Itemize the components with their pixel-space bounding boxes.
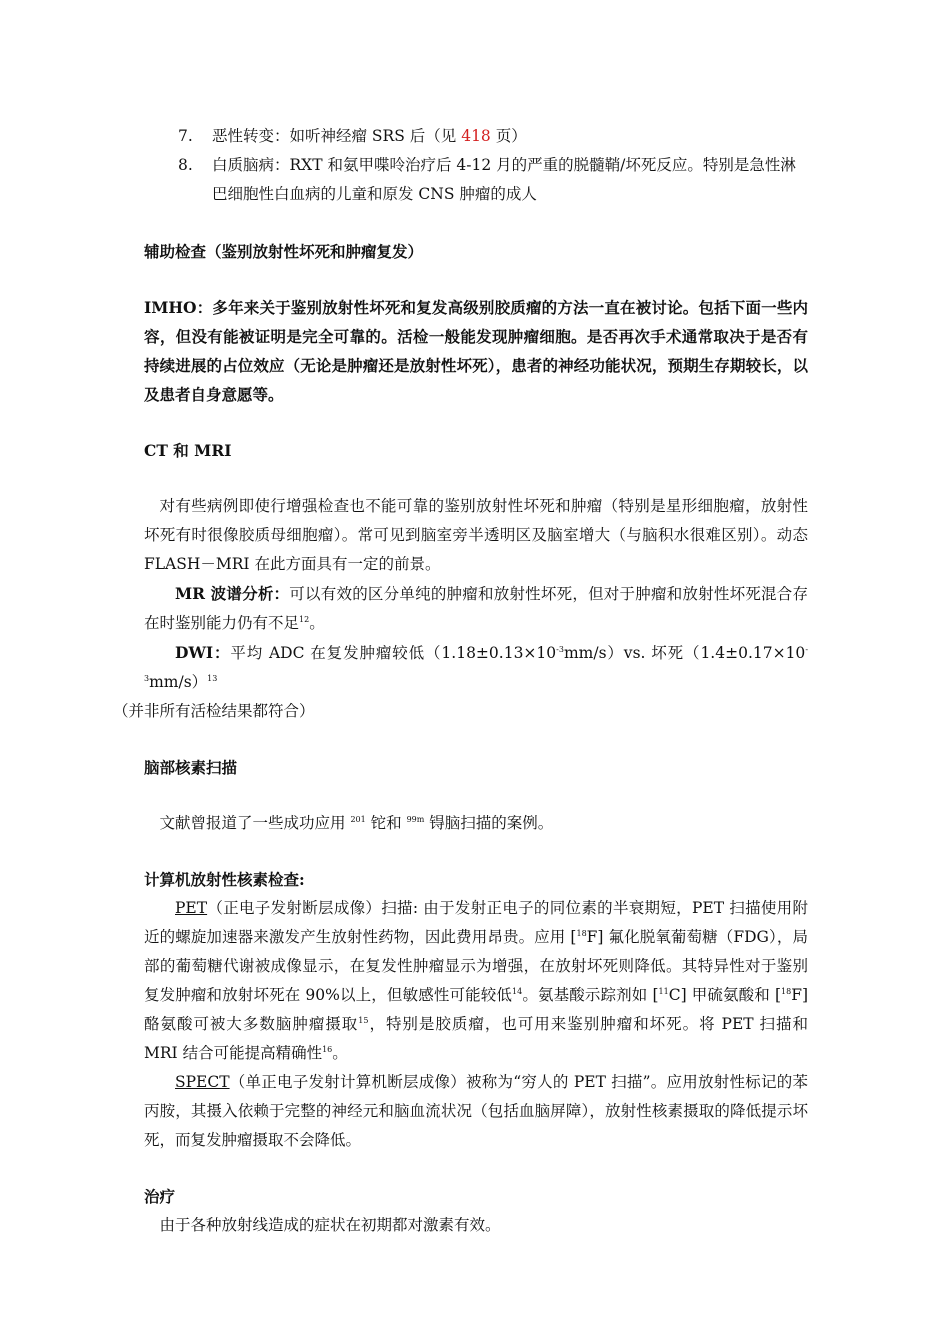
isotope-18: 18 bbox=[781, 987, 792, 996]
list-number: 8. bbox=[178, 156, 193, 174]
spect-text: （单正电子发射计算机断层成像）被称为“穷人的 PET 扫描”。应用放射性标记的苯丙胺，其摄入依赖于完整的神经元和脑血流状况（包括血脑屏障），放射性核素摄取的降低提示坏死，而复发肿瘤摄取不会降低。 bbox=[144, 1073, 808, 1149]
spect-link[interactable]: SPECT bbox=[175, 1073, 230, 1091]
pet-text: F] 氟化脱氧葡萄糖（FDG），局部的葡萄糖代谢被成像显示，在复发性肿瘤显示为增强，在放射坏死则降低。其特异性对于鉴别复发肿瘤和放射坏死在 90%以上，但敏感性可能较低 bbox=[144, 928, 808, 1004]
pet-text: （正电子发射断层成像）扫描: 由于发射正电子的同位素的半衰期短，PET 扫描使用附近的螺旋加速器来激发产生放射性药物，因此费用昂贵。应用 [ bbox=[144, 899, 808, 946]
treatment-heading: 治疗 bbox=[144, 1187, 176, 1206]
document-body bbox=[113, 122, 809, 1240]
exponent: -3 bbox=[144, 645, 809, 683]
pet-text: 。 bbox=[332, 1044, 348, 1062]
nuclear-scan-heading: 脑部核素扫描 bbox=[144, 758, 238, 777]
nuc-text: 铊和 bbox=[365, 814, 407, 832]
list-text: 白质脑病：RXT 和氨甲喋呤治疗后 4-12 月的严重的脱髓鞘/坏死反应。特别是急性淋巴细胞性白血病的儿童和原发 CNS 肿瘤的成人 bbox=[212, 156, 796, 203]
aux-exam-heading: 辅助检查（鉴别放射性坏死和肿瘤复发） bbox=[144, 242, 424, 261]
imho-paragraph: IMHO：多年来关于鉴别放射性坏死和复发高级别胶质瘤的方法一直在被讨论。包括下面一些内容，但没有能被证明是完全可靠的。活检一般能发现肿瘤细胞。是否再次手术通常取决于是否有持续进展的占位效应（无论是肿瘤还是放射性坏死），患者的神经功能状况，预期生存期较长，以及患者自身意愿等。 bbox=[144, 298, 808, 404]
nuclear-scan-paragraph bbox=[144, 809, 808, 838]
dwi-note: （并非所有活检结果都符合） bbox=[113, 702, 315, 720]
mrs-text: 可以有效的区分单纯的肿瘤和放射性坏死，但对于肿瘤和放射性坏死混合存在时鉴别能力仍有不足 bbox=[144, 585, 808, 632]
pet-link[interactable]: PET bbox=[175, 899, 208, 917]
isotope-201: 201 bbox=[350, 815, 366, 824]
list-item-7 bbox=[144, 122, 808, 151]
isotope-11: 11 bbox=[658, 987, 669, 996]
treatment-paragraph: 由于各种放射线造成的症状在初期都对激素有效。 bbox=[159, 1216, 501, 1234]
dwi-text: mm/s）vs. 坏死（1.4±0.17×10 bbox=[563, 644, 806, 662]
dwi-text: 平均 ADC 在复发肿瘤较低（1.18±0.13×10 bbox=[230, 644, 557, 662]
mrs-end: 。 bbox=[309, 614, 325, 632]
pet-text: F] 酪氨酸可被大多数脑肿瘤摄取 bbox=[144, 986, 808, 1033]
dwi-paragraph bbox=[113, 638, 809, 726]
ct-mri-heading: CT 和 MRI bbox=[144, 441, 232, 460]
nuc-text: 锝脑扫描的案例。 bbox=[424, 814, 554, 832]
mrs-paragraph bbox=[144, 579, 808, 638]
isotope-99m: 99m bbox=[406, 815, 425, 824]
list-item-8 bbox=[144, 151, 808, 209]
citation-16: 16 bbox=[322, 1045, 333, 1054]
dwi-label: DWI： bbox=[175, 643, 231, 662]
pet-text: ，特别是胶质瘤，也可用来鉴别肿瘤和坏死。将 PET 扫描和 MRI 结合可能提高精确性 bbox=[144, 1015, 808, 1062]
list-number: 7. bbox=[178, 127, 193, 145]
pet-text: 。氨基酸示踪剂如 [ bbox=[522, 986, 659, 1004]
list-text-end: 页） bbox=[490, 127, 527, 145]
pet-text: C] 甲硫氨酸和 [ bbox=[668, 986, 781, 1004]
nuc-text: 文献曾报道了一些成功应用 bbox=[159, 814, 351, 832]
citation-13: 13 bbox=[207, 674, 218, 683]
computer-nuclear-heading: 计算机放射性核素检查: bbox=[144, 870, 305, 889]
dwi-text: mm/s） bbox=[149, 673, 208, 691]
list-text: 恶性转变：如听神经瘤 SRS 后（见 bbox=[212, 127, 462, 145]
citation-12: 12 bbox=[299, 615, 310, 624]
citation-14: 14 bbox=[512, 987, 523, 996]
pet-paragraph bbox=[144, 894, 808, 1068]
ct-mri-paragraph: 对有些病例即使行增强检查也不能可靠的鉴别放射性坏死和肿瘤（特别是星形细胞瘤，放射性坏死有时很像胶质母细胞瘤）。常可见到脑室旁半透明区及脑室增大（与脑积水很难区别）。动态 FLASH－MRI 在此方面具有一定的前景。 bbox=[144, 497, 808, 573]
exponent: -3 bbox=[556, 645, 564, 654]
mrs-label: MR 波谱分析： bbox=[175, 584, 290, 603]
spect-paragraph bbox=[144, 1068, 808, 1155]
page-reference-link[interactable]: 418 bbox=[461, 127, 491, 145]
citation-15: 15 bbox=[358, 1016, 369, 1025]
isotope-18: 18 bbox=[576, 929, 587, 938]
